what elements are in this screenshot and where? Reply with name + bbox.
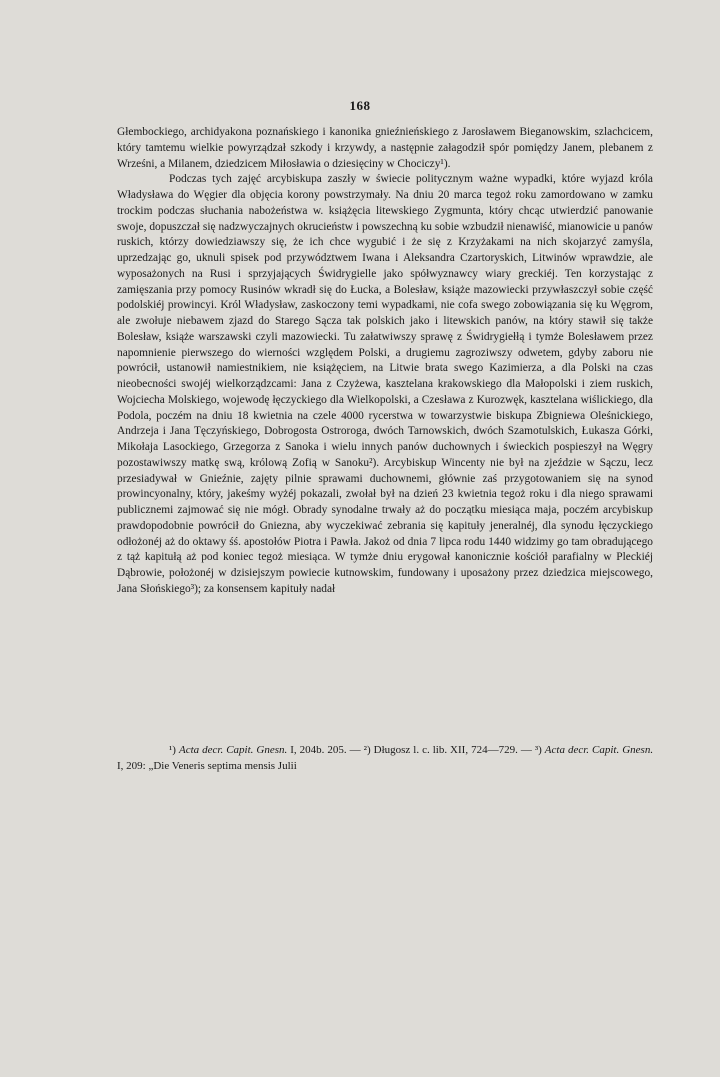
footnote-2-text: Długosz l. c. lib. XII, 724—729. — — [373, 744, 532, 756]
footnote-1-source: Acta decr. Capit. Gnesn. — [178, 744, 288, 756]
footnote-3-marker: ³) — [534, 744, 542, 756]
paragraph-2: Podczas tych zajęć arcybiskupa zaszły w świecie politycznym ważne wypadki, które wyjazd króla Władysława do Węgier dla objęcia korony powstrzymały. Na dniu 20 marca tegoż roku zamordowano w zamku trockim podczas słuchania nabożeństwa w. książęcia litewskiego Zygmunta, który chcąc utwierdzić panowanie swoje, dopuszczał się nadzwyczajnych okrucieństw i powszechną ku sobie wzbudził nienawiść, mianowicie u panów ruskich, którzy dowiedziawszy się, że ich chce wygubić i że się z Krzyżakami na nich skojarzyć zamyśla, uprzedzając go, uknuli spisek pod przywództwem Iwana i Aleksandra Czartoryskich, Litwinów wprawdzie, ale wyposażonych na Rusi i sprzyjających Świdrygielle jako spółwyznawcy wiary greckiéj. Ten korzystając z zamięszania przy pomocy Rusinów wkradł się do Łucka, a Bolesław, książe mazowiecki przywłaszczył sobie część podolskiéj prowincyi. Król Władysław, zaskoczony temi wypadkami, nie cofa swego zobowiązania się ku Węgrom, ale zwołuje niebawem zjazd do Starego Sącza tak polskich jako i litewskich panów, na który stawił się także Bolesław, książe warszawski czyli mazowiecki. Tu załatwiwszy sprawę z Świdrygiełłą i tymże Bolesławem przez napomnienie pierwszego do wierności względem Polski, a drugiemu zagroziwszy odwetem, gdyby zaboru nie powrócił, ustanowił namiestnikiem, nie książęciem, na Litwie brata swego Kazimierza, a dla Polski na czas nieobecności swojéj wielkorządzcami: Jana z Czyżewa, kasztelana krakowskiego dla Małopolski i ziem ruskich, Wojciecha Molskiego, wojewodę łęczyckiego dla Wielkopolski, a Czesława z Kurozwęk, kasztelana wiślickiego, dla Podola, poczém na dniu 18 kwietnia na czele 4000 rycerstwa w towarzystwie biskupa Zbigniewa Oleśnickiego, Andrzeja i Jana Tęczyńskiego, Dobrogosta Ostroroga, dwóch Tarnowskich, dwóch Szamotulskich, Łukasza Górki, Mikołaja Lasockiego, Grzegorza z Sanoka i wielu innych panów duchownych i świeckich pospieszył na Węgry pozostawiwszy matkę swą, królową Zofią w Sanoku²). Arcybiskup Wincenty nie był na zjeździe w Sączu, lecz przesiadywał w Gnieźnie, zajęty pilnie sprawami duchownemi, głównie zaś przygotowaniem się na synod prowincyonalny, który, jakeśmy wyżéj pokazali, zwołał był na dzień 23 kwietnia tegoż roku i dla niego sprawami publicznemi zajmować się nie mógł. Obrady synodalne trwały aż do początku miesiąca maja, poczém arcybiskup prawdopodobnie powrócił do Gniezna, aby wyczekiwać zebrania się kapituły jeneralnéj, dla synodu łęczyckiego odłożonéj aż do oktawy śś. apostołów Piotra i Pawła. Jakoż od dnia 7 lipca rodu 1440 widzimy go tam obradującego z tąż kapitułą aż pod koniec tegoż miesiąca. W tymże dniu erygował kanonicznie kościół parafialny w Pleckiéj Dąbrowie, położonéj w dzisiejszym powiecie kutnowskim, fundowany i uposażony przez dziedzica miejscowego, Jana Słońskiego³); za konsensem kapituły nadał — [117, 173, 653, 595]
footnote-3-ref: I, 209: — [117, 759, 146, 772]
paragraph-1: Głembockiego, archidyakona poznańskiego i kanonika gnieźnieńskiego z Jarosławem Bieganowskim, szlachcicem, który tamtemu wielkie powyrządzał szkody i krzywdy, a następnie załagodził spór pomiędzy Janem, plebanem z Wrześni, a Milanem, dziedzicem Miłosławia o dziesięciny w Chociczy¹). — [117, 126, 653, 170]
footnote-3-quote: „Die Veneris septima mensis Julii — [148, 759, 297, 772]
footnote-1-ref: I, 204b. 205. — — [290, 744, 361, 756]
footnotes — [117, 743, 653, 774]
footnote-block — [117, 743, 653, 774]
body-text — [117, 125, 653, 598]
footnote-2-marker: ²) — [363, 744, 371, 756]
page-number: 168 — [349, 98, 371, 113]
footnote-1-marker: ¹) — [169, 744, 176, 756]
footnote-3-source: Acta decr. Capit. Gnesn. — [544, 744, 654, 756]
